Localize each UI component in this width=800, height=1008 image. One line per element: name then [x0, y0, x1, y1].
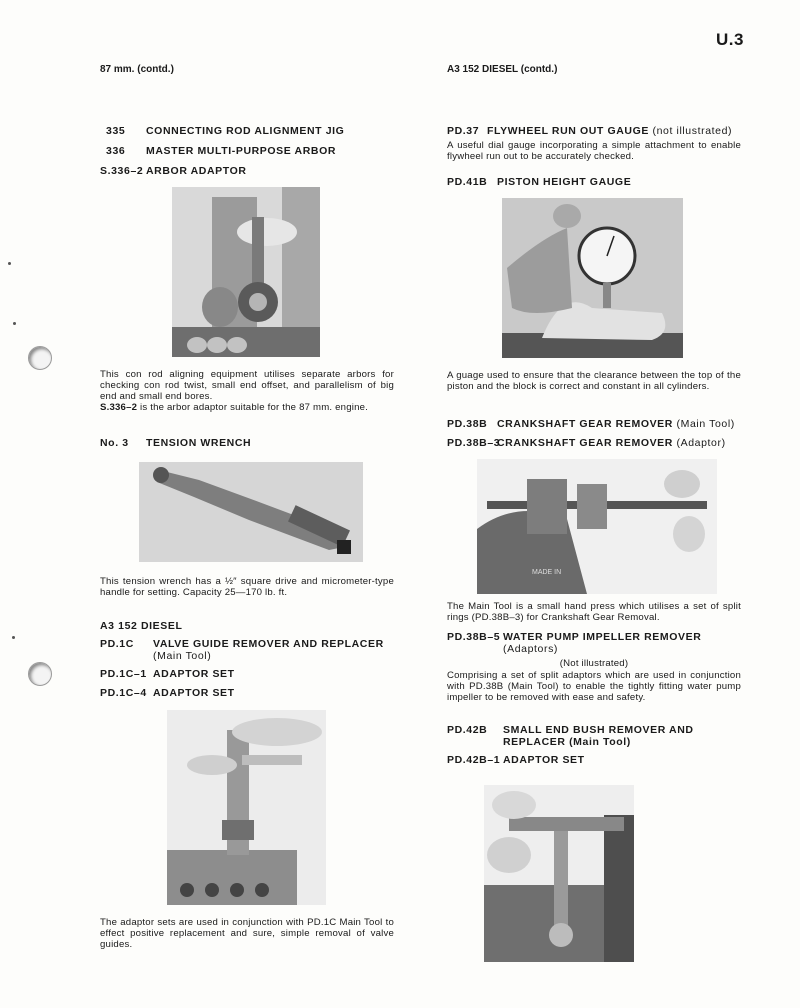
entry-pd1c-1: PD.1C–1 ADAPTOR SET	[100, 668, 235, 680]
entry-pd1c-4: PD.1C–4 ADAPTOR SET	[100, 687, 235, 699]
not-illustrated-note: (Not illustrated)	[559, 658, 629, 669]
description-valve-guide: The adaptor sets are used in conjunction with PD.1C Main Tool to effect positive replacement and sure, simple removal of valve guides.	[100, 917, 394, 950]
running-head-left: 87 mm. (contd.)	[100, 64, 174, 75]
entry-pd38b-3: PD.38B–3CRANKSHAFT GEAR REMOVER (Adaptor)	[447, 437, 726, 449]
speck	[13, 322, 16, 325]
tension-wrench-photo	[139, 462, 363, 562]
entry-pd1c-subtitle: (Main Tool)	[153, 650, 212, 662]
entry-pd38b-5: PD.38B–5 WATER PUMP IMPELLER REMOVER	[447, 631, 702, 643]
crankshaft-gear-remover-photo	[477, 459, 717, 594]
running-head-right: A3 152 DIESEL (contd.)	[447, 64, 558, 75]
entry-s336-2: S.336–2 ARBOR ADAPTOR	[100, 165, 247, 177]
description-water-pump-remover: Comprising a set of split adaptors which are used in conjunction with PD.38B (Main Tool) to enable the tightly fitting water pump impeller to be removed with ease and safety.	[447, 670, 741, 703]
entry-pd41b: PD.41B PISTON HEIGHT GAUGE	[447, 176, 632, 188]
section-head-a3-152: A3 152 DIESEL	[100, 620, 183, 632]
piston-height-gauge-photo	[502, 198, 683, 358]
entry-pd42b: PD.42B SMALL END BUSH REMOVER AND	[447, 724, 694, 736]
valve-guide-remover-photo	[167, 710, 326, 905]
entry-pd42b-subtitle: REPLACER (Main Tool)	[503, 736, 631, 748]
description-flywheel-gauge: A useful dial gauge incorporating a simple attachment to enable flywheel run out to be accurately checked.	[447, 140, 741, 162]
entry-tension-wrench: No. 3 TENSION WRENCH	[100, 437, 252, 449]
description-piston-gauge: A guage used to ensure that the clearance between the top of the piston and the block is correct and constant in all cylinders.	[447, 370, 741, 392]
binder-hole-top	[28, 346, 52, 370]
small-end-bush-remover-photo	[484, 785, 634, 962]
entry-pd38b: PD.38B CRANKSHAFT GEAR REMOVER (Main Tool)	[447, 418, 735, 430]
entry-pd37: PD.37 FLYWHEEL RUN OUT GAUGE (not illustrated)	[447, 125, 733, 137]
svg-text:MADE IN: MADE IN	[532, 569, 562, 576]
description-con-rod-jig: This con rod aligning equipment utilises separate arbors for checking con rod twist, small end offset, and parallelism of big end and small end bores. S.336–2 is the arbor adaptor suitable for the 87 mm. engine.	[100, 369, 394, 413]
entry-pd42b-1: PD.42B–1 ADAPTOR SET	[447, 754, 585, 766]
binder-hole-bottom	[28, 662, 52, 686]
entry-336: 336 MASTER MULTI-PURPOSE ARBOR	[106, 145, 337, 157]
description-crankshaft-remover: The Main Tool is a small hand press which utilises a set of split rings (PD.38B–3) for Crankshaft Gear Removal.	[447, 601, 741, 623]
entry-pd38b-5-subtitle: (Adaptors)	[503, 643, 559, 655]
entry-335: 335 CONNECTING ROD ALIGNMENT JIG	[106, 125, 345, 137]
speck	[8, 262, 11, 265]
description-tension-wrench: This tension wrench has a ½″ square drive and micrometer-type handle for setting. Capacity 25—170 lb. ft.	[100, 576, 394, 598]
entry-pd1c: PD.1C VALVE GUIDE REMOVER AND REPLACER	[100, 638, 384, 650]
speck	[12, 636, 15, 639]
page-number: U.3	[716, 30, 744, 49]
con-rod-jig-photo	[172, 187, 320, 357]
